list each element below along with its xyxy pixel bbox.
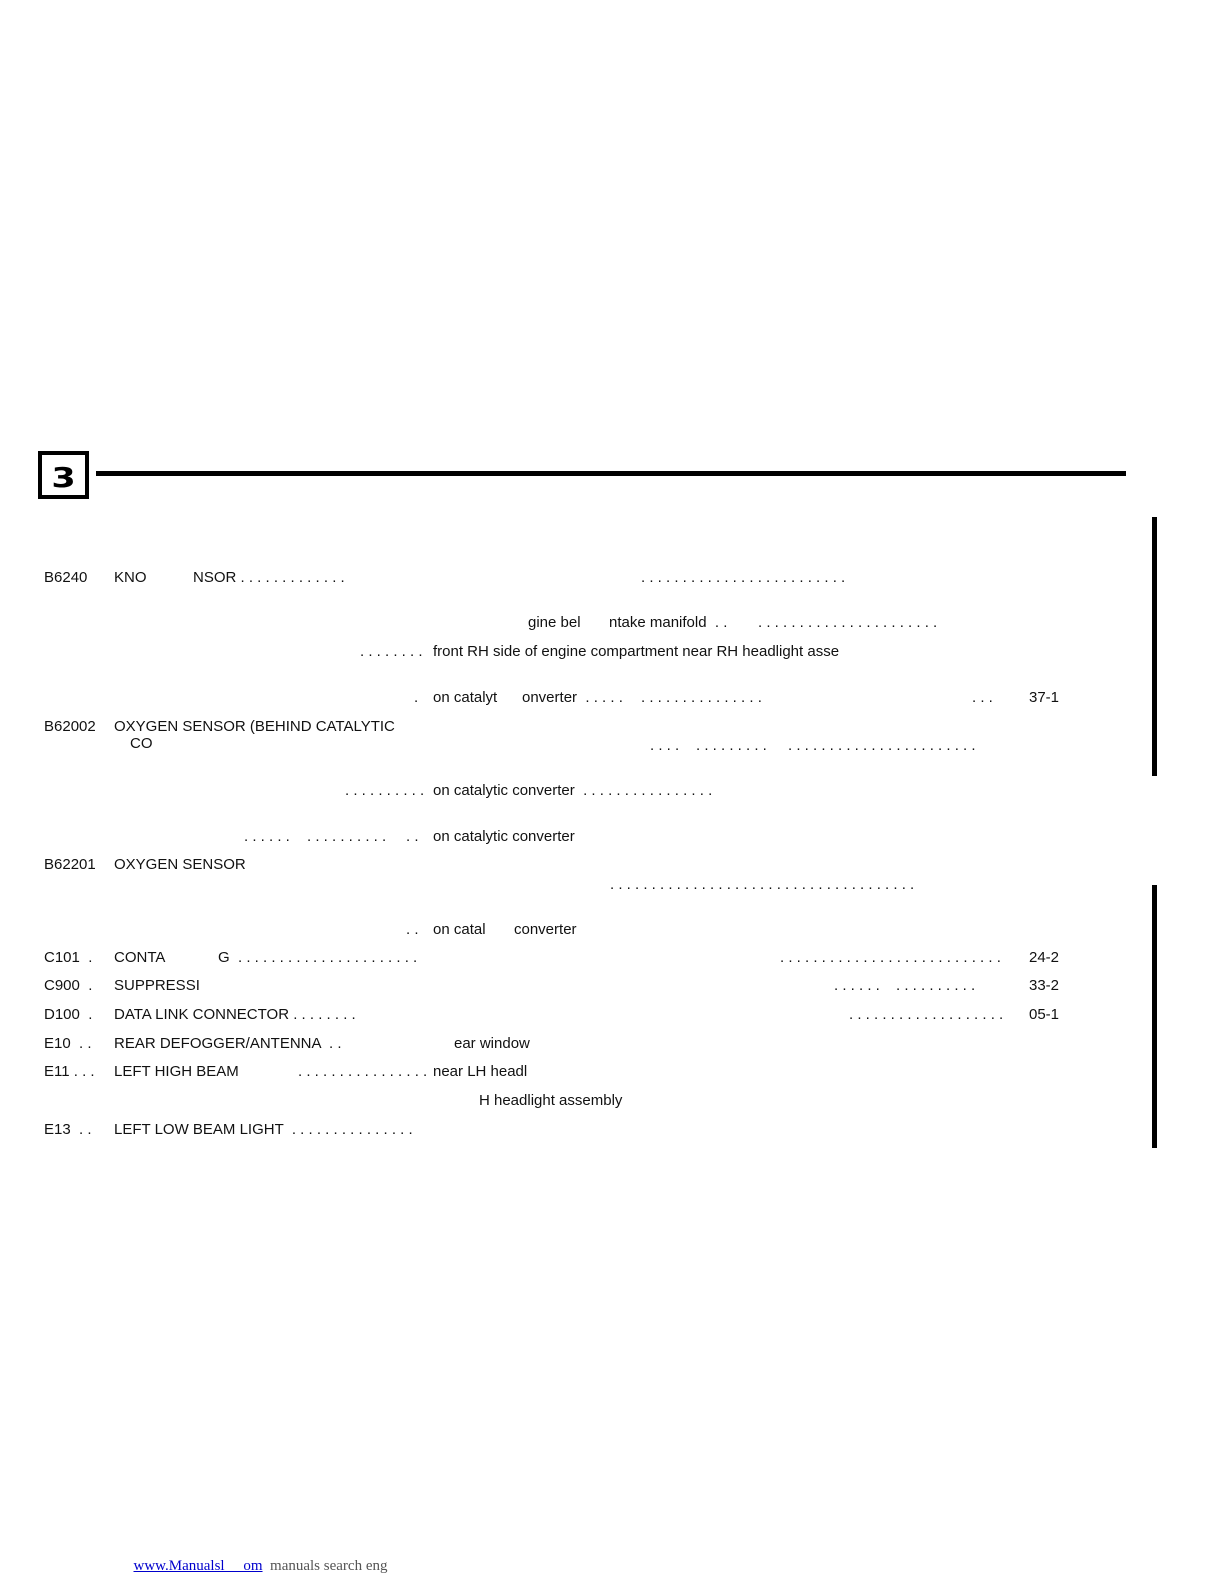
index-entry-fragment: . . . . bbox=[650, 737, 680, 754]
index-entry-fragment: . . . . . . . . . . bbox=[307, 828, 387, 845]
index-entry-fragment: . . . . . . . . . . . . . . . . . . . bbox=[849, 1006, 1004, 1023]
index-entry-fragment: . . . . . . . . . . bbox=[896, 977, 976, 994]
index-entry-fragment: 37-1 bbox=[1029, 689, 1060, 706]
index-entry-fragment: CONTA bbox=[114, 949, 166, 966]
index-entry-fragment: H headlight assembly bbox=[479, 1092, 623, 1109]
footer-link[interactable]: www.Manualsl om bbox=[133, 1558, 263, 1574]
section-number: 3 bbox=[51, 461, 76, 494]
section-number-badge bbox=[38, 451, 89, 499]
change-bar-upper bbox=[1152, 517, 1157, 776]
index-entry-fragment: B62201 bbox=[44, 856, 96, 873]
index-entry-fragment: front RH side of engine compartment near RH headlight asse bbox=[433, 643, 840, 660]
index-entry-fragment: . . . . . . bbox=[834, 977, 880, 994]
change-bar-lower bbox=[1152, 885, 1157, 1148]
footer-tail-text: manuals search eng bbox=[262, 1558, 388, 1574]
index-entry-fragment: E13 . . bbox=[44, 1121, 92, 1138]
index-entry-fragment: ntake manifold . . bbox=[609, 614, 728, 631]
index-entry-fragment: C900 . bbox=[44, 977, 93, 994]
index-entry-fragment: onverter . . . . . bbox=[522, 689, 623, 706]
index-entry-fragment: LEFT LOW BEAM LIGHT . . . . . . . . . . . . . . . bbox=[114, 1121, 413, 1138]
index-entry-fragment: . . . . . . . . . . bbox=[345, 782, 425, 799]
index-entry-fragment: C101 . bbox=[44, 949, 93, 966]
index-entry-fragment: . . . . . . . . . . . . . . . . . . . . . . bbox=[758, 614, 938, 631]
index-entry-fragment: ear window bbox=[454, 1035, 530, 1052]
index-entry-fragment: B6240 bbox=[44, 569, 88, 586]
index-entry-fragment: . . . . . . . . bbox=[360, 643, 423, 660]
index-entry-fragment: . . . . . . . . . . . . . . . . . . . . . . . . . . . . . . . . . . . . . bbox=[610, 876, 915, 893]
index-entry-fragment: on catalytic converter bbox=[433, 828, 575, 845]
index-entry-fragment: DATA LINK CONNECTOR . . . . . . . . bbox=[114, 1006, 356, 1023]
index-entry-fragment: . . . bbox=[972, 689, 993, 706]
index-entry-fragment: . . . . . . . . . . . . . . . . bbox=[298, 1063, 428, 1080]
index-entry-fragment: 24-2 bbox=[1029, 949, 1060, 966]
index-entry-fragment: E11 . . . bbox=[44, 1063, 95, 1080]
index-entry-fragment: B62002 bbox=[44, 718, 96, 735]
index-entry-fragment: near LH headl bbox=[433, 1063, 528, 1080]
index-entry-fragment: . . bbox=[406, 921, 419, 938]
index-entry-fragment: . . . . . . . . . . . . . . . bbox=[641, 689, 762, 706]
footer bbox=[126, 1541, 387, 1575]
index-entry-fragment: gine bel bbox=[528, 614, 581, 631]
index-entry-fragment: . . . . . . . . . . . . . . . . . . . . . . . . . . . bbox=[780, 949, 1001, 966]
index-entry-fragment: CO bbox=[130, 735, 153, 752]
index-entry-fragment: . . . . . . . . . . . . . . . . . . . . . . . . . bbox=[641, 569, 846, 586]
index-entry-fragment: NSOR . . . . . . . . . . . . . bbox=[193, 569, 345, 586]
index-entry-fragment: on catalytic converter . . . . . . . . . . . . . . . . bbox=[433, 782, 713, 799]
index-entry-fragment: . bbox=[414, 689, 419, 706]
index-entry-fragment: . . bbox=[406, 828, 419, 845]
index-entry-fragment: OXYGEN SENSOR (BEHIND CATALYTIC bbox=[114, 718, 395, 735]
index-entry-fragment: OXYGEN SENSOR bbox=[114, 856, 246, 873]
index-entry-fragment: SUPPRESSI bbox=[114, 977, 200, 994]
index-entry-fragment: E10 . . bbox=[44, 1035, 92, 1052]
index-entry-fragment: . . . . . . bbox=[244, 828, 290, 845]
header-rule bbox=[96, 471, 1126, 476]
index-entry-fragment: LEFT HIGH BEAM bbox=[114, 1063, 239, 1080]
index-entry-fragment: . . . . . . . . . bbox=[696, 737, 767, 754]
index-entry-fragment: . . . . . . . . . . . . . . . . . . . . . . . bbox=[788, 737, 976, 754]
index-entry-fragment: 05-1 bbox=[1029, 1006, 1060, 1023]
index-entry-fragment: converter bbox=[514, 921, 577, 938]
index-entry-fragment: G . . . . . . . . . . . . . . . . . . . . . . bbox=[218, 949, 418, 966]
index-entry-fragment: on catalyt bbox=[433, 689, 498, 706]
index-entry-fragment: on catal bbox=[433, 921, 486, 938]
index-entry-fragment: REAR DEFOGGER/ANTENNA . . bbox=[114, 1035, 342, 1052]
index-entry-fragment: D100 . bbox=[44, 1006, 93, 1023]
index-entry-fragment: 33-2 bbox=[1029, 977, 1060, 994]
index-entry-fragment: KNO bbox=[114, 569, 147, 586]
